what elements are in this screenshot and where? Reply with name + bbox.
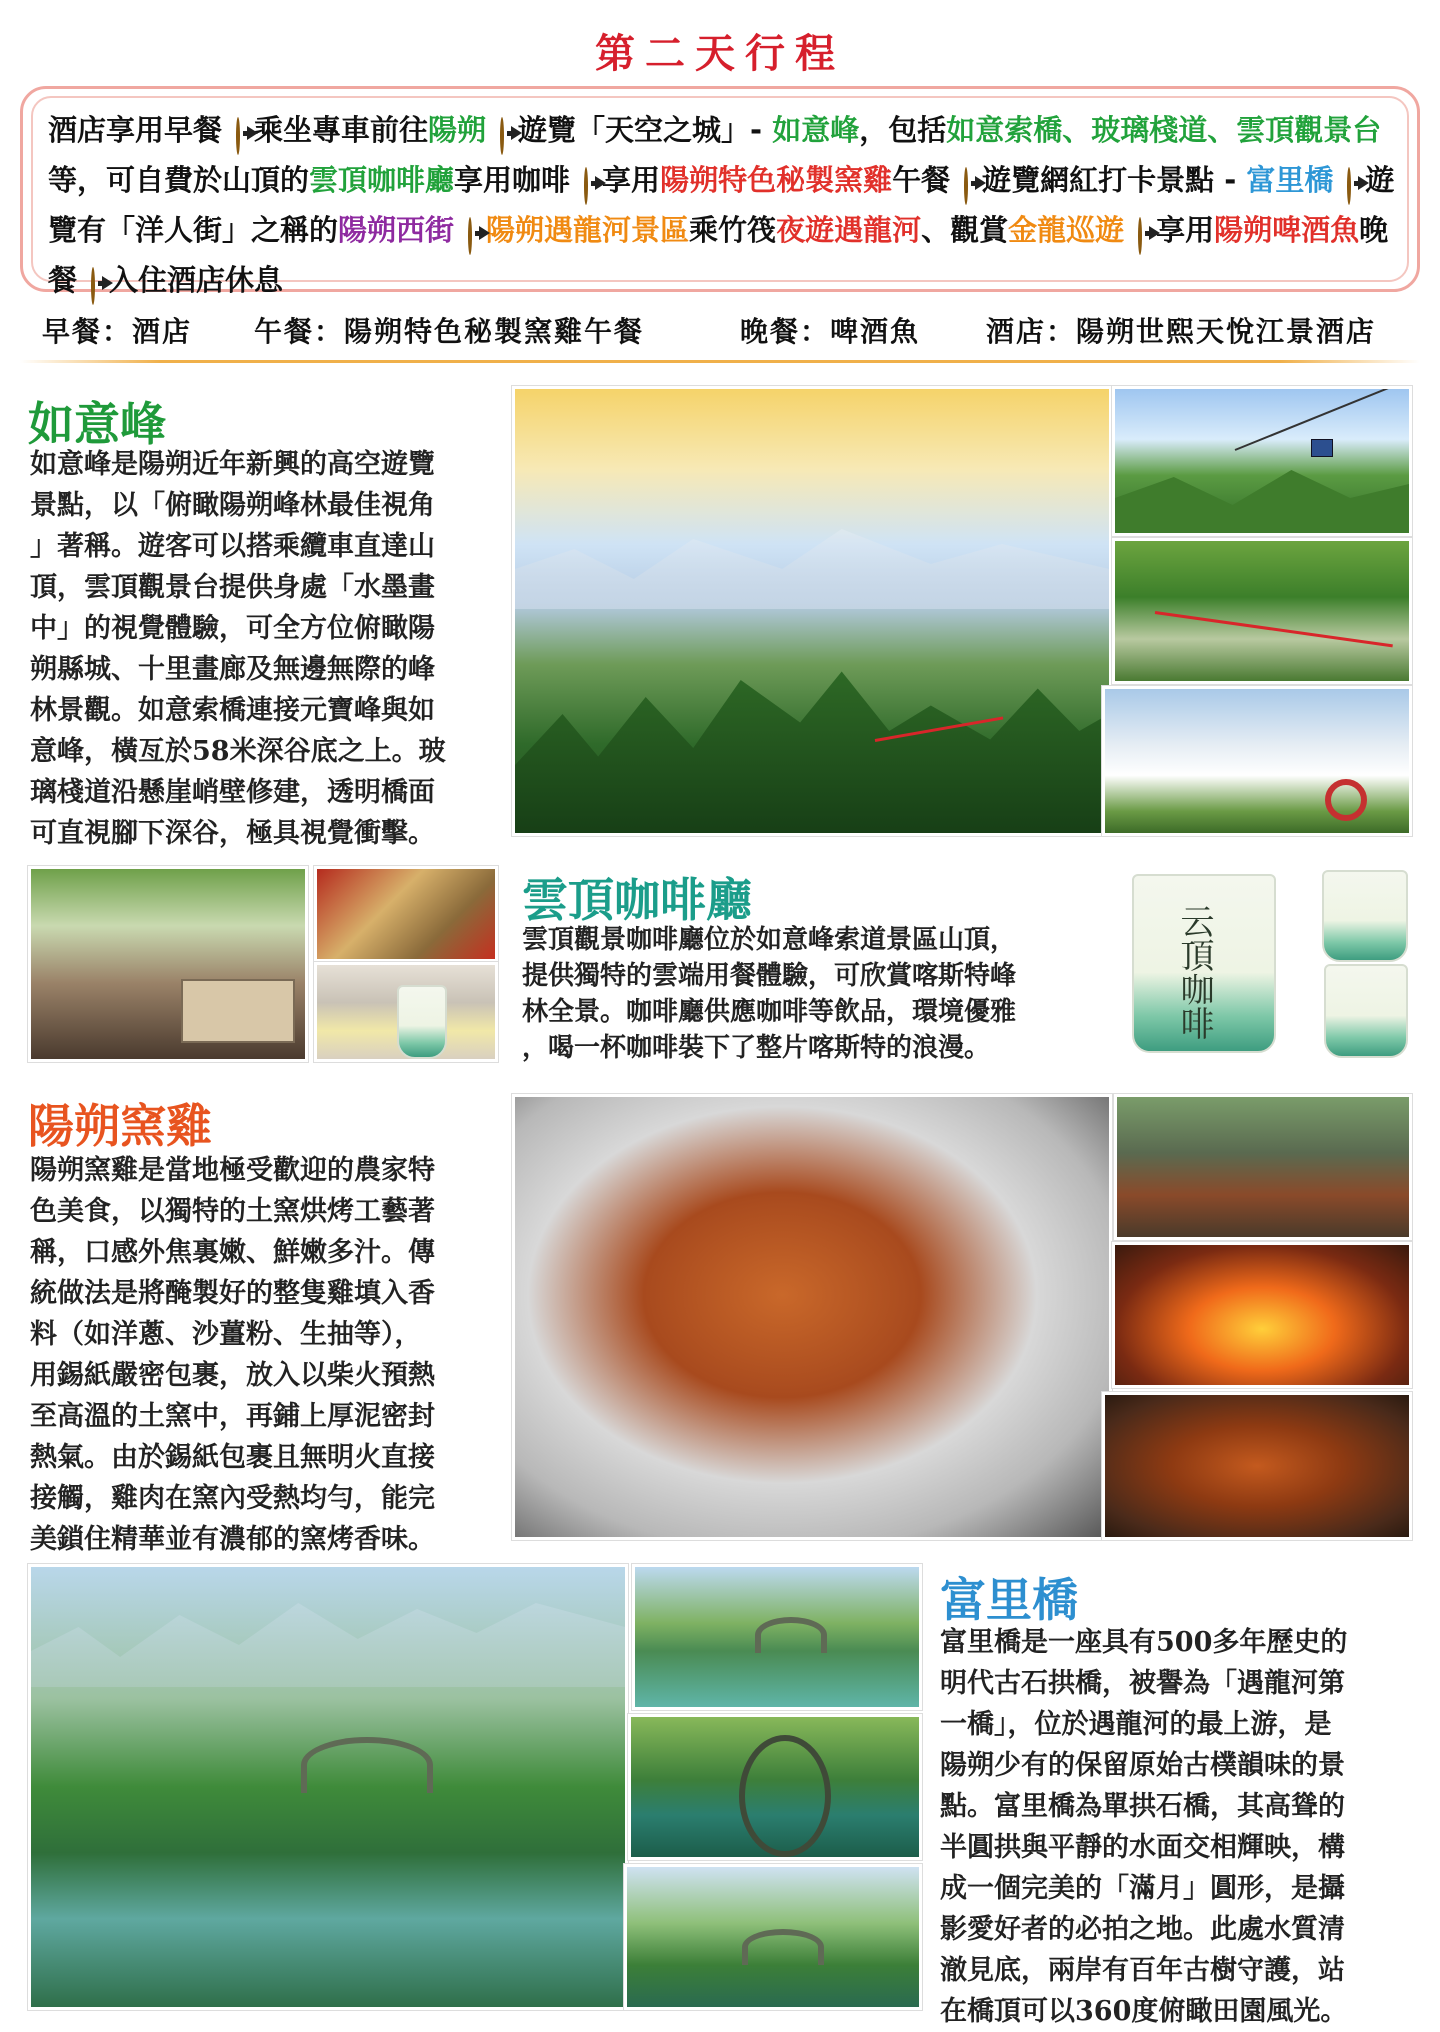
itinerary-segment: 陽朔遇龍河景區: [486, 213, 690, 247]
itinerary-segment: 金龍巡遊: [1008, 213, 1125, 247]
itinerary-segment: 雲頂咖啡廳: [309, 163, 455, 197]
section-title-chicken: 陽朔窯雞: [28, 1099, 212, 1153]
meal-dinner: 晚餐：啤酒魚: [740, 315, 921, 348]
section-text-ruyi: [30, 444, 510, 854]
text-line: 陽朔少有的保留原始古樸韻味的景: [940, 1750, 1345, 1781]
text-line: 接觸，雞肉在窯內受熱均勻，能完: [30, 1483, 435, 1514]
ruyi-cloud-photo: [1102, 686, 1412, 836]
text-line: ，喝一杯咖啡裝下了整片喀斯特的浪漫。: [522, 1033, 991, 1063]
itinerary-segment: 乘竹筏: [689, 213, 777, 247]
itinerary-segment: 酒店享用早餐: [48, 113, 223, 147]
itinerary-segment: 晚餐: [48, 213, 1389, 297]
text-line: 富里橋是一座具有500多年歷史的: [940, 1627, 1348, 1658]
text-line: 雲頂觀景咖啡廳位於如意峰索道景區山頂，: [522, 925, 1017, 955]
divider: [20, 360, 1420, 363]
text-line: 澈見底，兩岸有百年古樹守護，站: [940, 1955, 1345, 1986]
text-line: 意峰，橫亙於58米深谷底之上。玻: [30, 736, 446, 767]
text-line: 稱，口感外焦裏嫩、鮮嫩多汁。傳: [30, 1237, 435, 1268]
meal-bar: [20, 304, 1420, 360]
arrow-right-icon: [236, 117, 240, 155]
section-text-chicken: [30, 1150, 510, 1560]
ruyi-cablecar-photo: [1112, 386, 1412, 536]
itinerary-segment: 午餐: [892, 163, 951, 197]
text-line: 用錫紙嚴密包裹，放入以柴火預熱: [30, 1360, 435, 1391]
section-title-fuli: 富里橋: [940, 1573, 1078, 1627]
cafe-cup-photo: [314, 962, 498, 1062]
text-line: 半圓拱與平靜的水面交相輝映，構: [940, 1832, 1345, 1863]
section-text-cafe: [522, 922, 1122, 1066]
arrow-right-icon: [468, 217, 472, 255]
meal-lunch: 午餐：陽朔特色秘製窯雞午餐: [254, 315, 645, 348]
meal-breakfast: 早餐：酒店: [42, 315, 193, 348]
page-title: 第二天行程: [595, 31, 845, 77]
cafe-interior-photo: [28, 866, 308, 1062]
arrow-right-icon: [91, 267, 95, 305]
itinerary-segment: 富里橋: [1246, 163, 1334, 197]
text-line: 頂，雲頂觀景台提供身處「水墨畫: [30, 572, 435, 603]
text-line: 色美食，以獨特的土窯烘烤工藝著: [30, 1196, 435, 1227]
chicken-main-photo: [512, 1094, 1112, 1540]
text-line: 景點，以「俯瞰陽朔峰林最佳視角: [30, 490, 435, 521]
text-line: 明代古石拱橋，被譽為「遇龍河第: [940, 1668, 1345, 1699]
text-line: 一橋」，位於遇龍河的最上游，是: [940, 1709, 1332, 1740]
text-line: 統做法是將醃製好的整隻雞填入香: [30, 1278, 435, 1309]
text-line: 在橋頂可以360度俯瞰田園風光。: [940, 1996, 1348, 2027]
itinerary-segment: 遊覽有「洋人街」之稱的: [48, 163, 1395, 247]
itinerary-segment: 入住酒店休息: [109, 263, 284, 297]
fuli-main-photo: [28, 1564, 628, 2010]
text-line: 至高溫的土窯中，再鋪上厚泥密封: [30, 1401, 435, 1432]
text-line: 點。富里橋為單拱石橋，其高聳的: [940, 1791, 1345, 1822]
text-line: 可直視腳下深谷，極具視覺衝擊。: [30, 818, 435, 849]
cafe-cups-photo: [1122, 864, 1412, 1064]
arrow-right-icon: [1347, 167, 1351, 205]
kiln-fire-photo: [1112, 1242, 1412, 1388]
itinerary-segment: 遊覽網紅打卡景點 -: [982, 163, 1247, 197]
itinerary-segment: 夜遊遇龍河: [776, 213, 922, 247]
text-line: 陽朔窯雞是當地極受歡迎的農家特: [30, 1155, 435, 1186]
fuli-river-photo: [624, 1864, 922, 2010]
text-line: 熱氣。由於錫紙包裹且無明火直接: [30, 1442, 435, 1473]
itinerary-segment: 乘坐專車前往: [254, 113, 429, 147]
arrow-right-icon: [584, 167, 588, 205]
section-text-fuli: [940, 1622, 1420, 2032]
text-line: 璃棧道沿懸崖峭壁修建，透明橋面: [30, 777, 435, 808]
itinerary-segment: 享用咖啡: [454, 163, 571, 197]
itinerary-segment: 陽朔啤酒魚: [1214, 213, 1360, 247]
itinerary-segment: 如意索橋、玻璃棧道、雲頂觀景台: [946, 113, 1382, 147]
section-title-ruyi: 如意峰: [28, 397, 166, 451]
roast-chicken-photo: [1102, 1392, 1412, 1540]
text-line: 影愛好者的必拍之地。此處水質清: [940, 1914, 1345, 1945]
itinerary-text: [48, 108, 1398, 308]
itinerary-segment: 、觀賞: [921, 213, 1009, 247]
text-line: 料（如洋蔥、沙薑粉、生抽等），: [30, 1319, 422, 1350]
text-line: 」著稱。遊客可以搭乘纜車直達山: [30, 531, 435, 562]
itinerary-segment: 如意峰: [772, 113, 860, 147]
itinerary-segment: ，包括: [859, 113, 947, 147]
text-line: 如意峰是陽朔近年新興的高空遊覽: [30, 449, 435, 480]
ruyi-main-photo: [512, 386, 1112, 836]
chicken-farm-photo: [1114, 1094, 1412, 1240]
text-line: 美鎖住精華並有濃郁的窯烤香味。: [30, 1524, 435, 1555]
fuli-fullmoon-photo: [628, 1714, 922, 1860]
section-title-cafe: 雲頂咖啡廳: [522, 873, 752, 927]
itinerary-segment: 陽朔特色秘製窯雞: [660, 163, 893, 197]
itinerary-segment: 陽朔: [428, 113, 487, 147]
cafe-sign-photo: [314, 866, 498, 962]
itinerary-segment: 享用: [1156, 213, 1215, 247]
text-line: 朔縣城、十里畫廊及無邊無際的峰: [30, 654, 435, 685]
itinerary-segment: 享用: [602, 163, 661, 197]
itinerary-segment: 等，可自費於山頂的: [48, 163, 310, 197]
cup-lettering: 云頂咖啡: [1174, 904, 1214, 1040]
fuli-bridge-photo: [632, 1564, 922, 1710]
arrow-right-icon: [1138, 217, 1142, 255]
arrow-right-icon: [500, 117, 504, 155]
text-line: 林景觀。如意索橋連接元寶峰與如: [30, 695, 435, 726]
text-line: 成一個完美的「滿月」圓形，是攝: [940, 1873, 1345, 1904]
itinerary-segment: 遊覽「天空之城」-: [518, 113, 773, 147]
ruyi-bridge-photo: [1112, 538, 1412, 684]
itinerary-segment: 陽朔西街: [338, 213, 455, 247]
text-line: 提供獨特的雲端用餐體驗，可欣賞喀斯特峰: [522, 961, 1017, 991]
meal-hotel: 酒店：陽朔世熙天悅江景酒店: [986, 315, 1377, 348]
arrow-right-icon: [964, 167, 968, 205]
text-line: 中」的視覺體驗，可全方位俯瞰陽: [30, 613, 435, 644]
text-line: 林全景。咖啡廳供應咖啡等飲品，環境優雅: [522, 997, 1017, 1027]
